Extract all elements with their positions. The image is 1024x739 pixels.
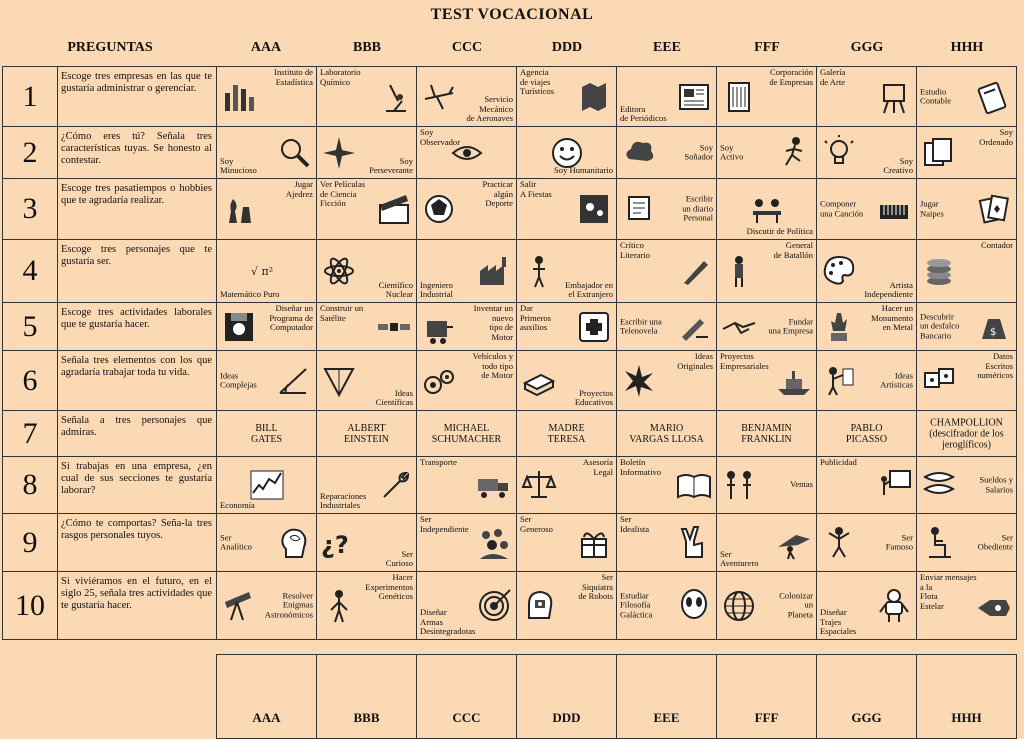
option-bbb-2[interactable] — [317, 127, 417, 179]
option-aaa-10[interactable] — [217, 572, 317, 640]
option-ggg-9[interactable] — [817, 514, 917, 572]
lightbulb-icon — [821, 135, 857, 171]
question-text: Escoge tres empresas en las que te gustaría administrar o gerenciar. — [58, 67, 217, 127]
option-fff-5[interactable] — [717, 303, 817, 351]
flying-icon — [776, 525, 812, 561]
truck-icon — [476, 467, 512, 503]
option-eee-8[interactable] — [617, 457, 717, 514]
disk-icon — [221, 309, 257, 345]
question-number: 1 — [3, 67, 58, 127]
soldier-icon — [721, 253, 757, 289]
option-ccc-4[interactable] — [417, 240, 517, 303]
scales-icon — [521, 467, 557, 503]
option-label-mario: MARIO VARGAS LLOSA — [629, 422, 704, 445]
option-hhh-10[interactable] — [917, 572, 1017, 640]
option-label-albert: ALBERT EINSTEIN — [344, 422, 389, 445]
option-ccc-7[interactable] — [417, 411, 517, 457]
triangle-icon — [321, 363, 357, 399]
option-label-hacer: Hacer Experimentos Genéticos — [365, 572, 413, 602]
option-label-ser: Ser Famoso — [885, 531, 913, 552]
option-ccc-6[interactable] — [417, 351, 517, 411]
question-text: ¿Cómo te comportas? Seña-la tres rasgos personales tuyos. — [58, 514, 217, 572]
option-bbb-1[interactable] — [317, 67, 417, 127]
globe-icon — [721, 588, 757, 624]
question-row-10 — [3, 572, 1017, 640]
option-label-construir-un: Construir un Satélite — [320, 303, 364, 323]
statue-icon — [821, 309, 857, 345]
option-label-madre: MADRE TERESA — [547, 422, 586, 445]
ship-icon — [776, 363, 812, 399]
svg-text:¿?: ¿? — [321, 530, 349, 559]
satellite-icon — [376, 309, 412, 345]
ball-icon — [421, 191, 457, 227]
head-icon — [276, 525, 312, 561]
option-eee-1[interactable] — [617, 67, 717, 127]
option-label-critico: Crítico Literario — [620, 240, 651, 260]
robot-head-icon — [521, 588, 557, 624]
page-title: TEST VOCACIONAL — [430, 6, 594, 23]
option-fff-9[interactable] — [717, 514, 817, 572]
option-label-vehiculos-y: Vehículos y todo tipo de Motor — [472, 351, 513, 381]
option-label-fundar: Fundar una Empresa — [768, 315, 813, 336]
question-text: Si viviéramos en el futuro, en el siglo 25, señala tres actividades que te gustaría hacer. — [58, 572, 217, 640]
option-aaa-5[interactable] — [217, 303, 317, 351]
easel-icon — [876, 79, 912, 115]
header-fff: FFF — [754, 40, 780, 55]
option-label-resolver: Resolver Enigmas Astronómicos — [264, 590, 313, 620]
handshake-icon — [721, 309, 757, 345]
option-aaa-3[interactable] — [217, 179, 317, 240]
option-ggg-5[interactable] — [817, 303, 917, 351]
option-ddd-2[interactable] — [517, 127, 617, 179]
option-label-disenar-un: Diseñar un Programa de Computador — [269, 303, 313, 333]
option-label-instituto-de: Instituto de Estadística — [274, 67, 313, 87]
option-ddd-3[interactable] — [517, 179, 617, 240]
option-bbb-10[interactable] — [317, 572, 417, 640]
option-label-economia: Economía — [220, 500, 255, 511]
option-label-estudiar: Estudiar Filosofía Galáctica — [620, 590, 653, 620]
chess-icon — [221, 191, 257, 227]
option-label-boletin: Boletín Informativo — [620, 457, 662, 477]
cloud-icon — [621, 135, 657, 171]
piano-icon — [876, 191, 912, 227]
option-label-dar: Dar Primeros auxilios — [520, 303, 552, 333]
option-label-ser: Ser Generoso — [520, 514, 553, 534]
option-label-estudio: Estudio Contable — [920, 85, 952, 106]
option-label-practicar: Practicar algún Deporte — [482, 179, 513, 209]
option-ddd-1[interactable] — [517, 67, 617, 127]
question-text: ¿Cómo eres tú? Señala tres características tuyas. Se honesto al contestar. — [58, 127, 217, 179]
total-ddd[interactable]: DDD — [517, 655, 617, 739]
runner-icon — [776, 135, 812, 171]
option-label-editora: Editora de Periódicos — [620, 103, 667, 124]
svg-text:√ π²: √ π² — [250, 265, 273, 278]
peace-hand-icon — [676, 525, 712, 561]
option-label-ver-peliculas: Ver Películas de Ciencia Ficción — [320, 179, 366, 209]
question-text: Señala tres elementos con los que agradaría trabajar toda tu vida. — [58, 351, 217, 411]
scroll-icon — [621, 191, 657, 227]
option-label-soy: Soy Creativo — [883, 155, 913, 176]
option-ccc-3[interactable] — [417, 179, 517, 240]
option-label-ideas: Ideas Artísticas — [880, 369, 913, 390]
option-label-contador: Contador — [981, 240, 1013, 250]
option-label-benjamin: BENJAMIN FRANKLIN — [741, 422, 792, 445]
option-label-matematico-puro: Matemático Puro — [220, 289, 280, 300]
clapperboard-icon — [376, 191, 412, 227]
option-bbb-4[interactable] — [317, 240, 417, 303]
question-number: 5 — [3, 303, 58, 351]
option-label-ser: Ser Obediente — [977, 531, 1013, 552]
header-ggg: GGG — [850, 40, 884, 55]
gift-icon — [576, 525, 612, 561]
header-bbb: BBB — [352, 40, 381, 55]
option-ddd-9[interactable] — [517, 514, 617, 572]
alien-icon — [676, 588, 712, 624]
option-label-ser: Ser Siquiatra de Robots — [578, 572, 613, 602]
header-hhh: HHH — [950, 40, 984, 55]
option-bbb-8[interactable] — [317, 457, 417, 514]
option-label-publicidad: Publicidad — [820, 457, 857, 467]
option-eee-3[interactable] — [617, 179, 717, 240]
option-eee-4[interactable] — [617, 240, 717, 303]
microscope-icon — [376, 79, 412, 115]
test-grid — [2, 66, 1017, 640]
option-hhh-4[interactable] — [917, 240, 1017, 303]
gears-icon — [421, 363, 457, 399]
answer-totals — [216, 654, 1017, 739]
total-fff[interactable]: FFF — [717, 655, 817, 739]
option-fff-3[interactable] — [717, 179, 817, 240]
factory-icon — [476, 253, 512, 289]
human-icon — [321, 588, 357, 624]
svg-text:$: $ — [990, 326, 997, 338]
option-hhh-2[interactable] — [917, 127, 1017, 179]
option-label-embajador-en: Embajador en el Extranjero — [565, 279, 613, 300]
option-label-pablo: PABLO PICASSO — [845, 422, 888, 445]
target-icon — [476, 588, 512, 624]
question-row-4 — [3, 240, 1017, 303]
map-icon — [576, 79, 612, 115]
header-preguntas: PREGUNTAS — [67, 40, 153, 55]
option-label-servicio: Servicio Mecánico de Aeronaves — [466, 94, 513, 124]
question-row-8 — [3, 457, 1017, 514]
question-number: 2 — [3, 127, 58, 179]
option-aaa-8[interactable] — [217, 457, 317, 514]
dice-icon — [921, 363, 957, 399]
option-label-corporacion: Corporación de Empresas — [769, 67, 813, 87]
people-icon — [721, 467, 757, 503]
question-text: Señala a tres personajes que admiras. — [58, 411, 217, 457]
option-label-soy: Soy Observador — [420, 127, 461, 147]
crowd-icon — [476, 525, 512, 561]
option-label-ser: Ser Curioso — [385, 548, 413, 569]
bar-chart-icon — [221, 79, 257, 115]
option-ggg-2[interactable] — [817, 127, 917, 179]
option-fff-4[interactable] — [717, 240, 817, 303]
option-label-transporte: Transporte — [420, 457, 457, 467]
option-label-michael: MICHAEL SCHUMACHER — [431, 422, 502, 445]
option-bbb-6[interactable] — [317, 351, 417, 411]
header-ddd: DDD — [551, 40, 583, 55]
option-ccc-9[interactable] — [417, 514, 517, 572]
option-label-champollion: CHAMPOLLION (descifrador de los jeroglíficos) — [929, 417, 1004, 450]
option-ggg-6[interactable] — [817, 351, 917, 411]
header-ccc: CCC — [451, 40, 483, 55]
option-ccc-2[interactable] — [417, 127, 517, 179]
option-label-galeria: Galería de Arte — [820, 67, 846, 87]
option-label-general: General de Batallón — [773, 240, 813, 260]
party-icon — [576, 191, 612, 227]
option-label-cientifico: Científico Nuclear — [378, 279, 413, 300]
option-fff-6[interactable] — [717, 351, 817, 411]
question-number: 7 — [3, 411, 58, 457]
open-book-icon — [676, 467, 712, 503]
option-label-asesoria: Asesoría Legal — [582, 457, 613, 477]
option-label-agencia: Agencia de viajes Turísticos — [520, 67, 555, 97]
money-bag-icon — [976, 309, 1012, 345]
option-ddd-8[interactable] — [517, 457, 617, 514]
option-aaa-1[interactable] — [217, 67, 317, 127]
painter-icon — [821, 363, 857, 399]
option-eee-9[interactable] — [617, 514, 717, 572]
option-ddd-7[interactable] — [517, 411, 617, 457]
option-fff-10[interactable] — [717, 572, 817, 640]
option-label-sueldos-y: Sueldos y Salarios — [979, 474, 1013, 494]
option-label-ideas: Ideas Científicas — [375, 387, 413, 408]
total-eee[interactable]: EEE — [617, 655, 717, 739]
building-icon — [721, 79, 757, 115]
option-bbb-7[interactable] — [317, 411, 417, 457]
option-label-hacer-un: Hacer un Monumento en Metal — [870, 303, 913, 333]
meeting-icon — [749, 191, 785, 227]
option-ggg-4[interactable] — [817, 240, 917, 303]
question-number: 3 — [3, 179, 58, 240]
question-row-1 — [3, 67, 1017, 127]
option-ccc-5[interactable] — [417, 303, 517, 351]
star-figure-icon — [821, 525, 857, 561]
option-hhh-9[interactable] — [917, 514, 1017, 572]
option-label-soy: Soy Activo — [720, 141, 744, 162]
total-ggg[interactable]: GGG — [817, 655, 917, 739]
option-label-componer: Componer una Canción — [820, 198, 864, 218]
option-label-jugar: Jugar Ajedrez — [285, 179, 313, 199]
option-ddd-6[interactable] — [517, 351, 617, 411]
option-label-soy: Soy Perseverante — [369, 155, 413, 176]
compass-rose-icon — [321, 135, 357, 171]
option-aaa-7[interactable] — [217, 411, 317, 457]
option-aaa-6[interactable] — [217, 351, 317, 411]
option-aaa-4[interactable] — [217, 240, 317, 303]
option-ggg-1[interactable] — [817, 67, 917, 127]
option-fff-7[interactable] — [717, 411, 817, 457]
option-bbb-3[interactable] — [317, 179, 417, 240]
newspaper-icon — [676, 79, 712, 115]
option-label-escribir: Escribir un diario Personal — [682, 193, 713, 223]
option-label-soy: Soy Soñador — [684, 141, 713, 162]
spaceship-icon — [976, 588, 1012, 624]
option-eee-2[interactable] — [617, 127, 717, 179]
option-label-descubrir: Descubrir un desfalco Bancario — [920, 311, 960, 341]
geometry-icon — [276, 363, 312, 399]
question-row-3 — [3, 179, 1017, 240]
option-label-reparaciones: Reparaciones Industriales — [320, 490, 367, 511]
presenter-icon — [876, 467, 912, 503]
option-label-proyectos: Proyectos Educativos — [574, 387, 613, 408]
question-row-5 — [3, 303, 1017, 351]
option-ggg-8[interactable] — [817, 457, 917, 514]
first-aid-icon — [576, 309, 612, 345]
option-bbb-5[interactable] — [317, 303, 417, 351]
question-row-6 — [3, 351, 1017, 411]
total-bbb[interactable]: BBB — [317, 655, 417, 739]
question-icon — [321, 525, 357, 561]
option-label-ingeniero: Ingeniero Industrial — [420, 279, 453, 300]
cards-icon — [976, 191, 1012, 227]
pen-icon — [676, 253, 712, 289]
option-label-ideas: Ideas Complejas — [220, 369, 257, 390]
question-row-9 — [3, 514, 1017, 572]
spark-icon — [621, 363, 657, 399]
files-icon — [921, 135, 957, 171]
question-text: Escoge tres actividades laborales que te gustaría hacer. — [58, 303, 217, 351]
option-label-enviar-mensajes: Enviar mensajes a la Flota Estelar — [920, 572, 977, 611]
option-label-inventar-un: Inventar un nuevo tipo de Motor — [473, 303, 513, 342]
option-label-ideas: Ideas Originales — [677, 351, 713, 371]
option-bbb-9[interactable] — [317, 514, 417, 572]
option-label-proyectos: Proyectos Empresariales — [720, 351, 769, 371]
writing-hand-icon — [676, 309, 712, 345]
option-label-salir: Salir A Fiestas — [520, 179, 552, 199]
cash-icon — [921, 467, 957, 503]
option-ddd-4[interactable] — [517, 240, 617, 303]
option-label-ser: Ser Idealista — [620, 514, 650, 534]
option-fff-2[interactable] — [717, 127, 817, 179]
header-aaa: AAA — [250, 40, 282, 55]
option-eee-10[interactable] — [617, 572, 717, 640]
option-label-ventas: Ventas — [790, 479, 813, 490]
option-ddd-5[interactable] — [517, 303, 617, 351]
option-ccc-8[interactable] — [417, 457, 517, 514]
option-label-ser: Ser Aventurero — [720, 548, 759, 569]
question-text: Escoge tres pasatiempos o hobbies que te agradaría realizar. — [58, 179, 217, 240]
option-label-colonizar: Colonizar un Planeta — [779, 590, 813, 620]
option-label-soy-humanitario: Soy Humanitario — [554, 165, 613, 176]
question-text: Escoge tres personajes que te gustaría ser. — [58, 240, 217, 303]
option-label-datos: Datos Escritos numéricos — [977, 351, 1013, 381]
option-hhh-8[interactable] — [917, 457, 1017, 514]
option-label-disenar: Diseñar Trajes Espaciales — [820, 607, 857, 637]
question-number: 9 — [3, 514, 58, 572]
header-eee: EEE — [652, 40, 681, 55]
question-number: 6 — [3, 351, 58, 411]
total-ccc[interactable]: CCC — [417, 655, 517, 739]
formula-icon — [249, 253, 285, 289]
option-hhh-6[interactable] — [917, 351, 1017, 411]
option-label-discutir-de-politica: Discutir de Política — [746, 226, 813, 237]
coins-icon — [921, 253, 957, 289]
option-hhh-5[interactable] — [917, 303, 1017, 351]
option-label-jugar: Jugar Naipes — [920, 198, 944, 218]
sitting-icon — [921, 525, 957, 561]
book-icon — [521, 363, 557, 399]
option-hhh-1[interactable] — [917, 67, 1017, 127]
question-number: 4 — [3, 240, 58, 303]
total-aaa[interactable]: AAA — [217, 655, 317, 739]
option-label-disenar: Diseñar Armas Desintegradotas — [420, 607, 476, 637]
total-hhh[interactable]: HHH — [917, 655, 1017, 739]
atom-icon — [321, 253, 357, 289]
option-label-laboratorio: Laboratorio Químico — [320, 67, 361, 87]
option-label-ser: Ser Independiente — [420, 514, 469, 534]
option-hhh-3[interactable] — [917, 179, 1017, 240]
engine-icon — [421, 309, 457, 345]
line-chart-icon — [249, 467, 285, 503]
option-ddd-10[interactable] — [517, 572, 617, 640]
wrench-icon — [376, 467, 412, 503]
option-hhh-7[interactable] — [917, 411, 1017, 457]
question-number: 10 — [3, 572, 58, 640]
option-fff-8[interactable] — [717, 457, 817, 514]
palette-icon — [821, 253, 857, 289]
airplane-icon — [421, 79, 457, 115]
option-ggg-10[interactable] — [817, 572, 917, 640]
calculator-icon — [976, 79, 1012, 115]
option-label-bill: BILL GATES — [250, 422, 283, 445]
option-eee-5[interactable] — [617, 303, 717, 351]
option-ccc-10[interactable] — [417, 572, 517, 640]
option-aaa-2[interactable] — [217, 127, 317, 179]
diplomat-icon — [521, 253, 557, 289]
magnifier-icon — [276, 135, 312, 171]
option-label-escribir-una: Escribir una Telenovela — [620, 315, 662, 336]
question-row-2 — [3, 127, 1017, 179]
question-number: 8 — [3, 457, 58, 514]
question-text: Si trabajas en una empresa, ¿en cual de sus secciones te gustaría laborar? — [58, 457, 217, 514]
option-label-soy: Soy Ordenado — [979, 127, 1013, 147]
option-eee-6[interactable] — [617, 351, 717, 411]
option-aaa-9[interactable] — [217, 514, 317, 572]
option-label-artista: Artista Independiente — [864, 279, 913, 300]
astronaut-icon — [876, 588, 912, 624]
option-label-ser: Ser Analítico — [220, 531, 252, 552]
option-eee-7[interactable] — [617, 411, 717, 457]
option-ggg-7[interactable] — [817, 411, 917, 457]
option-label-soy: Soy Minucioso — [220, 155, 257, 176]
option-fff-1[interactable] — [717, 67, 817, 127]
option-ccc-1[interactable] — [417, 67, 517, 127]
question-row-7 — [3, 411, 1017, 457]
telescope-icon — [221, 588, 257, 624]
option-ggg-3[interactable] — [817, 179, 917, 240]
